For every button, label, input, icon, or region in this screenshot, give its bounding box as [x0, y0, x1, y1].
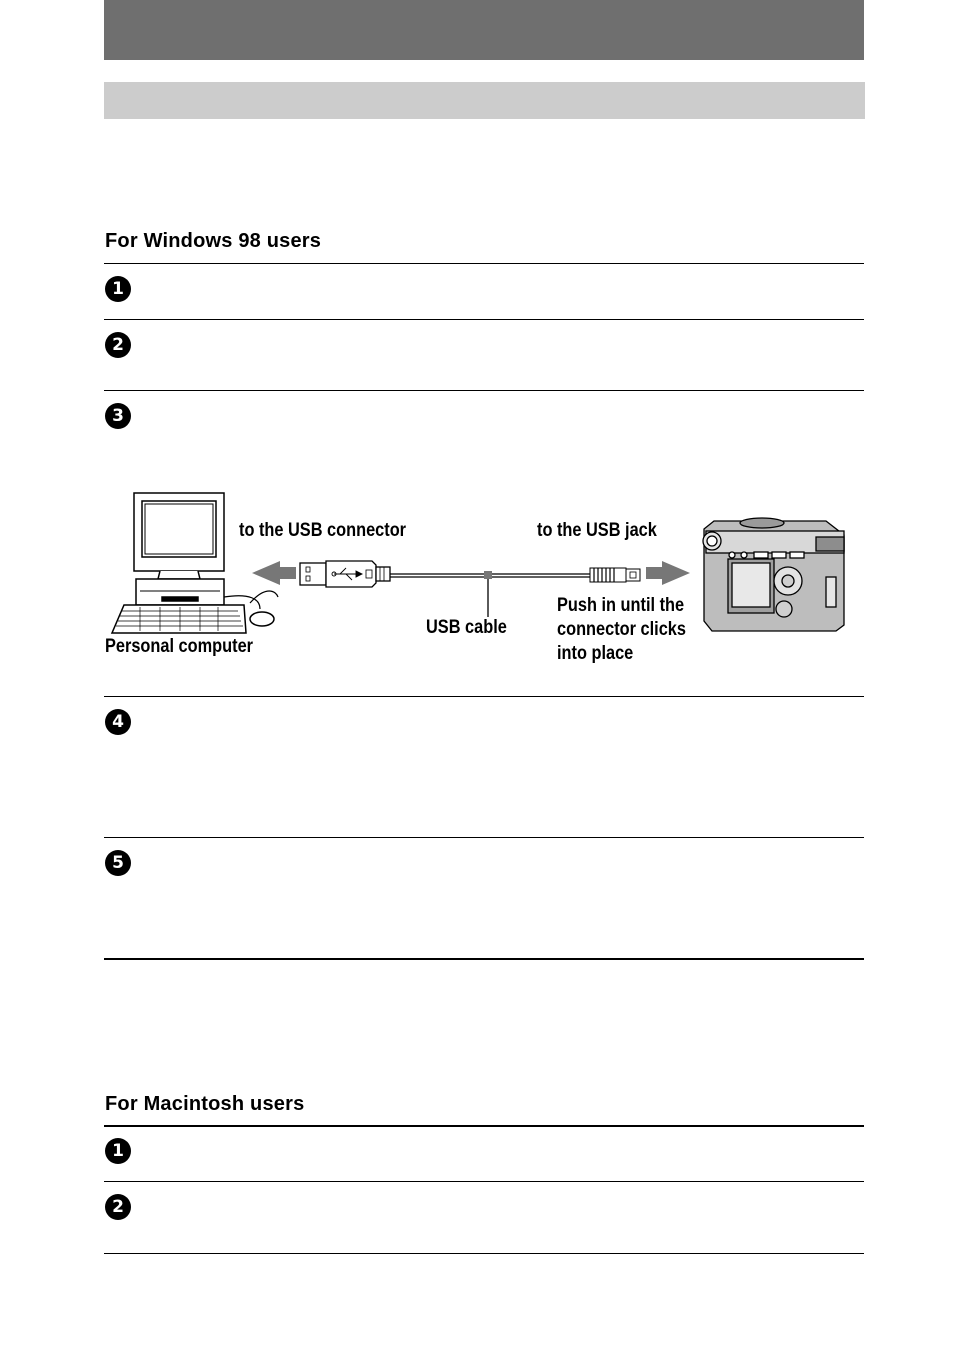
- divider: [104, 1125, 864, 1127]
- label-personal-computer: Personal computer: [105, 636, 254, 657]
- arrow-right-icon: [646, 561, 690, 585]
- digital-camera-icon: [703, 518, 844, 631]
- step-3-badge: 3: [105, 403, 131, 429]
- step-5-badge: 5: [105, 850, 131, 876]
- divider: [104, 1253, 864, 1254]
- divider: [104, 696, 864, 697]
- cable-ferrite: [484, 571, 492, 579]
- usb-mini-connector: [590, 568, 640, 582]
- arrow-left-icon: [252, 561, 296, 585]
- personal-computer-icon: [112, 493, 278, 633]
- step-4-badge: 4: [105, 709, 131, 735]
- label-usb-connector: to the USB connector: [239, 520, 407, 541]
- chapter-header-bar: [104, 0, 864, 60]
- divider: [104, 390, 864, 391]
- mac-step-2-badge: 2: [105, 1194, 131, 1220]
- section-end-divider: [104, 958, 864, 960]
- windows-section-heading: For Windows 98 users: [105, 230, 322, 252]
- macintosh-section-heading: For Macintosh users: [105, 1093, 305, 1115]
- mac-step-1-badge: 1: [105, 1138, 131, 1164]
- label-push-line-3: into place: [557, 643, 634, 664]
- divider: [104, 263, 864, 264]
- section-header-bar: [104, 82, 865, 119]
- step-1-badge: 1: [105, 276, 131, 302]
- label-push-line-1: Push in until the: [557, 595, 685, 616]
- label-usb-cable: USB cable: [426, 617, 507, 638]
- divider: [104, 837, 864, 838]
- label-push-line-2: connector clicks: [557, 619, 686, 640]
- usb-a-connector: [300, 561, 390, 587]
- step-2-badge: 2: [105, 332, 131, 358]
- divider: [104, 1181, 864, 1182]
- label-usb-jack: to the USB jack: [537, 520, 657, 541]
- divider: [104, 319, 864, 320]
